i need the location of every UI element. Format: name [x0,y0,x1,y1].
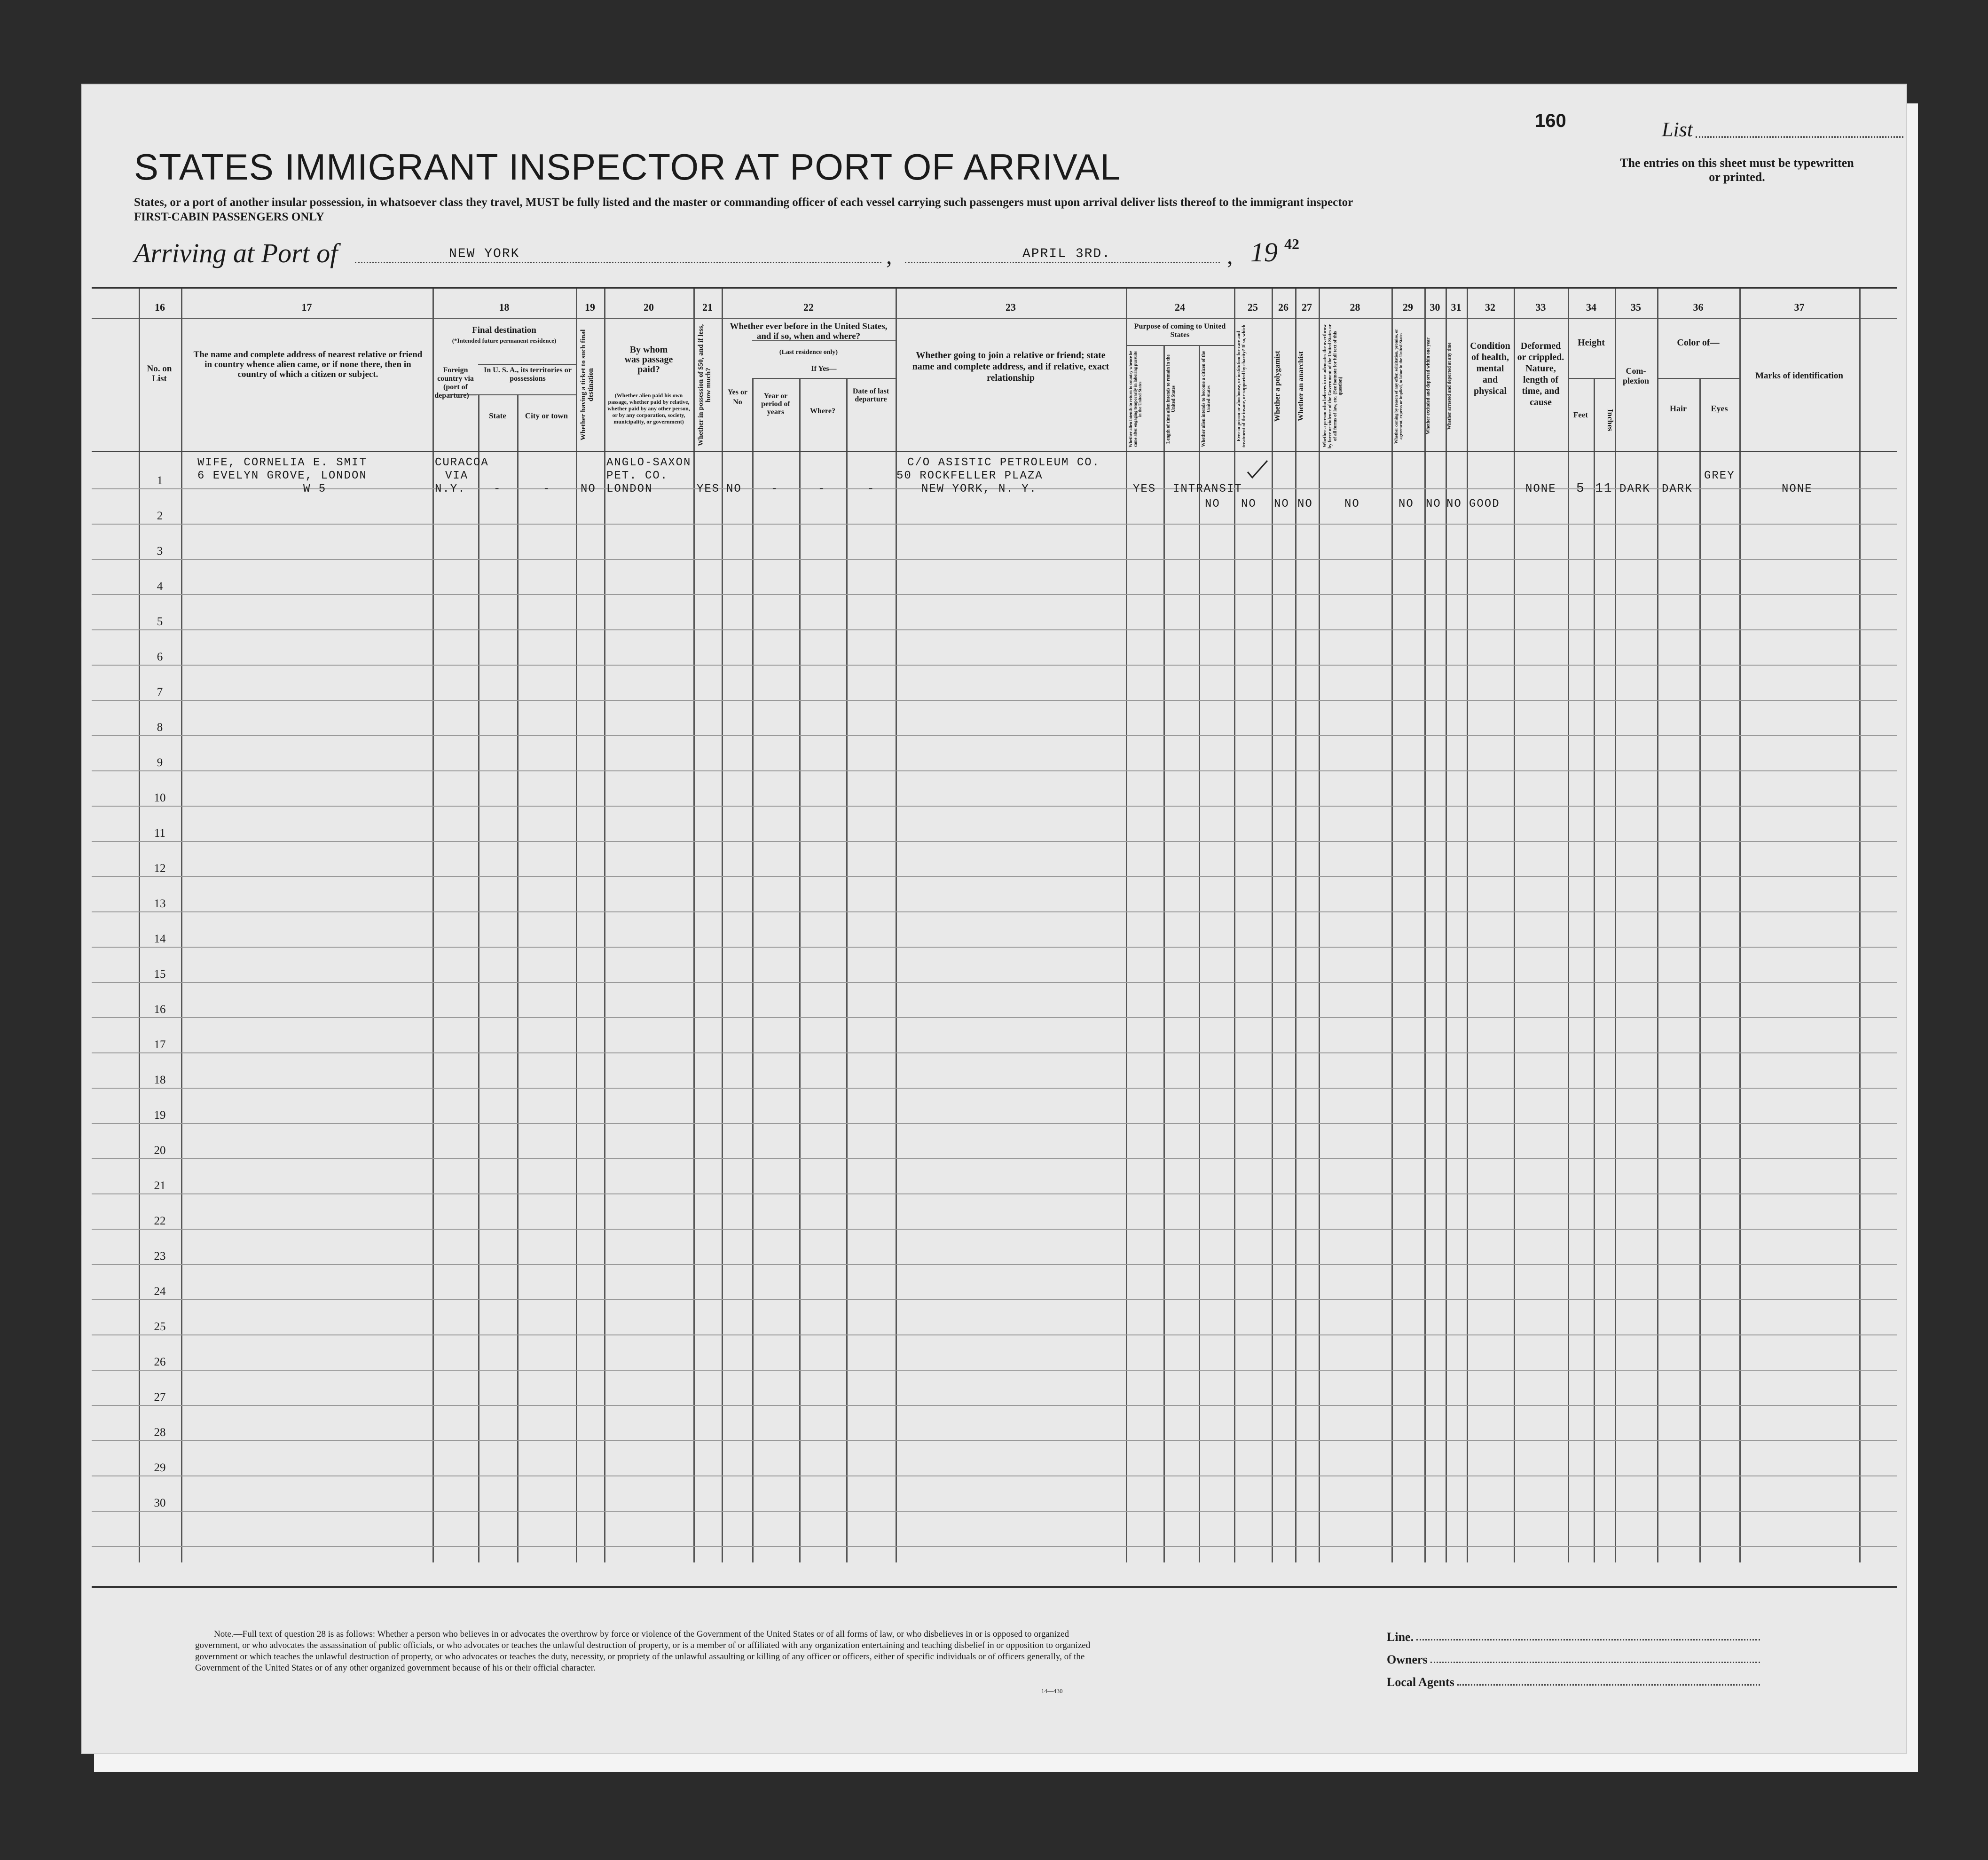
typewritten-note: The entries on this sheet must be typewritten or printed. [1620,156,1854,184]
entry-complexion: DARK [1619,483,1650,495]
header-passage-paid: By whom was passage paid? [624,345,673,375]
entry-prison: NO [1241,498,1257,510]
col-num-23: 23 [1006,301,1016,313]
entry-offer: NO [1399,498,1414,510]
row-number: 16 [154,1003,166,1016]
col-num-29: 29 [1403,301,1413,313]
list-label: List [1662,118,1693,141]
entry-money: YES [697,483,720,495]
header-final-destination: Final destination [472,325,536,335]
row-number: 5 [157,615,163,628]
entry-foreign-line1: CURACOA [435,456,489,469]
row-number: 12 [154,862,166,875]
class-note: FIRST-CABIN PASSENGERS ONLY [134,211,324,223]
checkmark-icon [1246,458,1269,481]
line-field: Line . [1387,1622,1763,1644]
col-num-27: 27 [1302,301,1312,313]
entry-join-line1: C/O ASISTIC PETROLEUM CO. [907,456,1100,469]
row-number: 26 [154,1356,166,1368]
col-num-28: 28 [1350,301,1360,313]
row-number: 21 [154,1179,166,1192]
entry-feet: 5 [1576,481,1585,496]
header-ever-before: Whether ever before in the United States, and if so, when and where? [730,322,888,341]
row-number: 29 [154,1461,166,1474]
col-num-21: 21 [702,301,713,313]
entry-state: - [494,483,502,495]
row-number: 8 [157,721,163,734]
col-num-34: 34 [1586,301,1596,313]
col-num-30: 30 [1430,301,1440,313]
row-number: 15 [154,968,166,981]
header-color-of: Color of— [1677,337,1720,348]
year-suffix: 42 [1284,235,1299,252]
entry-purpose: YES [1133,483,1156,495]
header-money: Whether in possession of $50, and if less, how much? [697,324,712,446]
header-in-usa: In U. S. A., its territories or possessions [484,366,572,383]
entry-years: - [771,483,779,495]
row-number: 27 [154,1391,166,1404]
row-number: 7 [157,686,163,698]
row-number: 9 [157,756,163,769]
entry-eyes: GREY [1704,470,1735,482]
row-number: 22 [154,1215,166,1227]
header-final-destination-sub: (*Intended future permanent residence) [452,337,557,344]
header-date-departure: Date of last departure [852,387,889,403]
header-ticket: Whether having a ticket to such final destination [580,329,595,441]
owners-label: Owners [1387,1653,1428,1666]
entry-before: NO [726,483,742,495]
col-num-18: 18 [499,301,510,313]
entry-arrested: NO [1446,498,1462,510]
entry-length: INTRANSIT [1173,483,1242,495]
header-purpose-return: Whether alien intends to return to country whence he came after engaging temporarily in laboring pursuits in the United States [1128,351,1142,447]
footnote-code: 14—430 [1041,1687,1063,1695]
entry-paid-line1: ANGLO-SAXON [606,456,691,469]
entry-health: GOOD [1469,498,1500,510]
entry-join-line2: 50 ROCKFELLER PLAZA [896,470,1043,482]
header-relative-address: The name and complete address of nearest relative or friend in country whence alien came, or if none there, then in country of which a citizen or subject. [193,350,423,379]
list-field [1662,118,1906,141]
entry-where: - [818,483,826,495]
entry-paid-line3: LONDON [606,483,653,495]
col-num-17: 17 [301,301,312,313]
row-number: 13 [154,897,166,910]
col-num-22: 22 [803,301,814,313]
entry-relative-line1: WIFE, CORNELIA E. SMIT [197,456,367,469]
row-number: 25 [154,1320,166,1333]
entry-hair: DARK [1662,483,1693,495]
header-hair: Hair [1670,404,1687,413]
header-height: Height [1578,337,1605,348]
local-agents-label: Local Agents [1387,1675,1454,1689]
entry-paid-line2: PET. CO. [606,470,668,482]
row-number: 3 [157,545,163,557]
header-passage-paid-sub: (Whether alien paid his own passage, whether paid by relative, whether paid by any other person, or by any corporation, society, municipality, or government) [607,392,690,425]
header-where: Where? [810,407,835,415]
col-num-26: 26 [1278,301,1289,313]
entry-deformed: NONE [1525,483,1556,495]
header-join-relative: Whether going to join a relative or friend; state name and complete address, and if relative, exact relationship [912,350,1109,383]
col-num-37: 37 [1794,301,1805,313]
header-marks: Marks of identification [1755,371,1843,381]
entry-marks: NONE [1782,483,1813,495]
entry-city: - [543,483,551,495]
year-prefix: 19 [1250,237,1278,267]
entry-polygamist: NO [1274,498,1289,510]
header-complexion: Com- plexion [1622,366,1649,385]
header-purpose: Purpose of coming to United States [1134,322,1226,339]
header-deformed: Deformed or crippled. Nature, length of time, and cause [1517,341,1564,408]
line-label: Line [1387,1630,1411,1644]
header-eyes: Eyes [1711,404,1728,413]
row-number: 18 [154,1074,166,1086]
form-title: STATES IMMIGRANT INSPECTOR AT PORT OF ARRIVAL [134,146,1121,188]
row-number: 19 [154,1109,166,1122]
row-number: 20 [154,1144,166,1157]
header-arrested: Whether arrested and deported at any time [1447,342,1452,430]
manifest-table [92,287,1897,1588]
header-anarchist: Whether an anarchist [1297,351,1305,421]
col-num-33: 33 [1535,301,1546,313]
header-ever-before-sub: (Last residence only) [779,349,838,356]
header-health: Condition of health, mental and physical [1470,341,1510,396]
manifest-sheet [82,85,1906,1753]
col-num-16: 16 [155,301,165,313]
row-number: 28 [154,1426,166,1439]
col-num-31: 31 [1451,301,1462,313]
page-number: 160 [1535,110,1566,131]
entry-inches: 11 [1595,481,1613,496]
col-num-24: 24 [1175,301,1185,313]
entry-citizen: NO [1205,498,1220,510]
header-purpose-citizen: Whether alien intends to become a citizen of the United States [1201,351,1211,447]
header-no-on-list: No. on List [147,364,172,384]
header-city: City or town [525,411,568,420]
header-prison: Ever in prison or almshouse, or institution for care and treatment of the insane, or supported by charity? If so, which [1236,324,1247,448]
form-subtitle: States, or a port of another insular possession, in whatsoever class they travel, MUST be fully listed and the master or commanding officer of each vessel carrying such passengers must upon arrival deliver lists thereof to the immigrant inspector [134,196,1353,209]
row-number: 30 [154,1497,166,1509]
local-agents-field [1387,1667,1763,1689]
header-if-yes: If Yes— [811,365,837,373]
row-number: 11 [154,827,166,840]
header-excluded: Whether excluded and deported within one year [1426,337,1431,435]
entry-departure: - [867,483,875,495]
col-num-25: 25 [1248,301,1258,313]
header-polygamist: Whether a polygamist [1273,351,1281,422]
row-number: 2 [157,510,163,522]
col-num-35: 35 [1631,301,1641,313]
row-number: 17 [154,1038,166,1051]
entry-overthrow: NO [1344,498,1360,510]
col-num-20: 20 [644,301,654,313]
row-number: 4 [157,580,163,593]
col-num-36: 36 [1693,301,1704,313]
header-purpose-length: Length of time alien intends to remain in the United States [1166,354,1176,444]
header-foreign-country: Foreign country via (port of departure)— [434,366,477,400]
arriving-line: Arriving at Port of NEW YORK , APRIL 3RD. , 19 42 [134,235,1299,269]
entry-foreign-line3: N.Y. [435,483,466,495]
header-year-period: Year or period of years [761,392,790,416]
header-feet: Feet [1573,410,1588,419]
owners-field [1387,1644,1763,1667]
row-number: 23 [154,1250,166,1263]
footnote: Note.—Full text of question 28 is as follows: Whether a person who believes in or advocates the overthrow by force or violence of the Government of the United States or of all forms of law, or who disbelieves in or is opposed to organized government, or who advocates the assassination of public officials, or who advocates or teaches the unlawful destruction of property, or is a member of or affiliated with any organization entertaining and teaching disbelief in or opposition to organized government or which teaches the unlawful destruction of property, or who advocates or teaches the duty, necessity, or propriety of the unlawful assaulting or killing of any officer or officers, either of specific individuals or of officers generally, of the Government of the United States or of any other organized government because of his or their official character. [195,1629,1091,1673]
port-value: NEW YORK [449,247,520,261]
col-num-19: 19 [585,301,595,313]
row-number: 24 [154,1285,166,1298]
entry-relative-line2: 6 EVELYN GROVE, LONDON [197,470,367,482]
col-num-32: 32 [1485,301,1495,313]
row-number: 1 [157,474,163,487]
row-number: 10 [154,792,166,804]
header-offer: Whether coming by reason of any offer, solicitation, promise, or agreement, express or implied, to labor in the United States [1394,329,1403,444]
entry-foreign-line2: VIA [445,470,469,482]
signature-block [1387,1622,1763,1689]
date-value: APRIL 3RD. [1022,247,1111,261]
row-number: 14 [154,933,166,945]
entry-relative-line3: W 5 [303,483,327,495]
entry-ticket: NO [581,483,596,495]
row-number: 6 [157,651,163,663]
entry-excluded: NO [1426,498,1441,510]
arriving-label: Arriving at Port of [134,238,338,268]
header-state: State [489,411,506,420]
header-inches: Inches [1606,409,1615,432]
header-yes-or-no: Yes or No [727,388,748,406]
entry-join-line3: NEW YORK, N. Y. [921,483,1037,495]
header-overthrow: Whether a person who believes in or advocates the overthrow by force or violence of the Government of the United States or of all forms of law, etc. (See footnote for full text of this question) [1322,324,1343,448]
entry-anarchist: NO [1297,498,1313,510]
